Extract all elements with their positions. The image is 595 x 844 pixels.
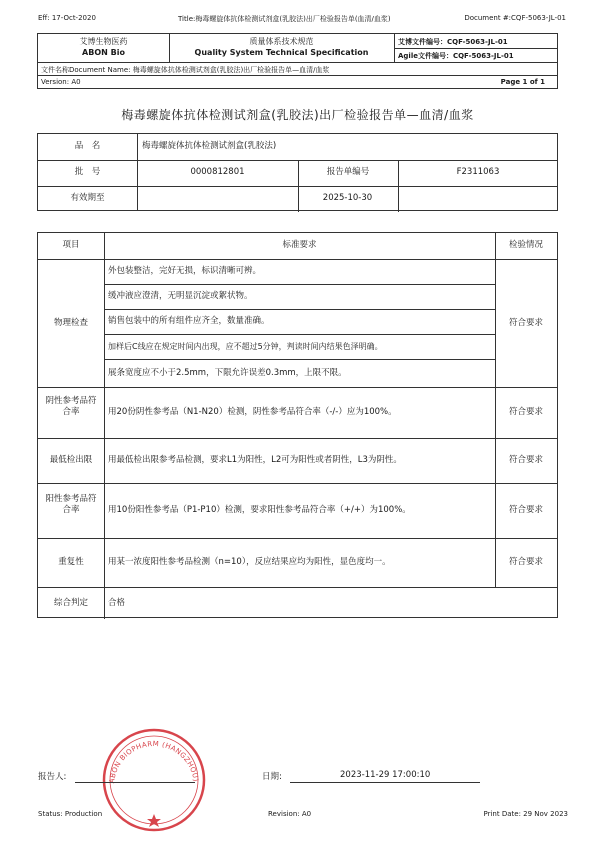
expiry-value: 2025-10-30 — [322, 193, 373, 203]
physical-result: 符合要求 — [508, 318, 543, 328]
date-underline — [290, 782, 480, 783]
negative-ref-standard: 用20份阴性参考品（N1-N20）检测，阴性参考品符合率（-/-）应为100%。 — [108, 407, 397, 417]
abon-doc-number: 艾博文件编号：CQF-5063-JL-01 — [398, 38, 508, 46]
column-header-item: 项目 — [62, 240, 80, 250]
physical-line: 销售包装中的所有组件应齐全，数量准确。 — [108, 316, 270, 326]
physical-line: 展条宽度应不小于2.5mm，下限允许误差0.3mm，上限不限。 — [108, 368, 347, 378]
physical-line: 缓冲液应澄清，无明显沉淀或絮状物。 — [108, 291, 253, 301]
conclusion-label: 综合判定 — [53, 598, 88, 608]
doc-title-line: Title:梅毒螺旋体抗体检测试剂盒(乳胶法)出厂检验报告单(血清/血浆) — [178, 15, 391, 23]
negative-ref-result: 符合要求 — [508, 407, 543, 417]
company-name-cn: 艾博生物医药 — [79, 37, 128, 46]
inspection-items-table — [37, 232, 558, 618]
positive-ref-result: 符合要求 — [508, 505, 543, 515]
stamp-seal-icon — [92, 720, 222, 840]
document-name: 文件名称Document Name: 梅毒螺旋体抗体检测试剂盒(乳胶法)出厂检验报告单—血清/血浆 — [41, 66, 330, 74]
repeatability-result: 符合要求 — [508, 557, 543, 567]
agile-doc-number: Agile文件编号：CQF-5063-JL-01 — [398, 52, 514, 60]
system-title-en: Quality System Technical Specification — [194, 48, 369, 57]
positive-ref-standard: 用10份阳性参考品（P1-P10）检测，要求阳性参考品符合率（+/+）为100%。 — [108, 505, 411, 515]
company-name-en: ABON Bio — [82, 48, 125, 57]
conclusion-value: 合格 — [108, 598, 126, 608]
lod-result: 符合要求 — [508, 455, 543, 465]
stamp-text: ABON BIOPHARM (HANGZHOU) — [108, 739, 200, 784]
column-header-result: 检验情况 — [508, 240, 543, 250]
repeatability-standard: 用某一浓度阳性参考品检测（n=10），反应结果应均为阳性，显色度均一。 — [108, 557, 391, 567]
physical-check-label: 物理检查 — [53, 318, 88, 328]
expiry-label: 有效期至 — [70, 193, 105, 203]
lod-label: 最低检出限 — [49, 455, 93, 465]
document-number: Document #:CQF-5063-JL-01 — [464, 14, 566, 22]
top-line — [38, 14, 566, 26]
positive-ref-label: 阳性参考品符合率 — [45, 494, 97, 515]
lod-standard: 用最低检出限参考品检测，要求L1为阳性，L2可为阳性或者阴性，L3为阴性。 — [108, 455, 402, 465]
batch-label: 批 号 — [74, 167, 101, 177]
system-title-cn: 质量体系技术规范 — [249, 37, 314, 46]
footer-status: Status: Production — [38, 810, 103, 818]
name-value: 梅毒螺旋体抗体检测试剂盒(乳胶法) — [142, 141, 277, 151]
reporter-label: 报告人: — [38, 772, 67, 782]
company-seal-stamp — [92, 720, 222, 840]
name-label: 品 名 — [74, 141, 101, 151]
date-label: 日期: — [262, 772, 282, 782]
repeatability-label: 重复性 — [58, 557, 84, 567]
date-value: 2023-11-29 17:00:10 — [340, 770, 431, 780]
report-number-value: F2311063 — [456, 167, 500, 177]
effective-date: Eff: 17-Oct-2020 — [38, 14, 96, 22]
physical-line: 外包装整洁，完好无损，标识清晰可辨。 — [108, 266, 262, 276]
product-info-table — [37, 133, 558, 211]
version: Version: A0 — [41, 78, 81, 86]
page-indicator: Page 1 of 1 — [500, 78, 545, 86]
page-footer — [38, 810, 568, 822]
batch-value: 0000812801 — [190, 167, 245, 177]
column-header-standard: 标准要求 — [282, 240, 317, 250]
physical-line: 加样后C线应在规定时间内出现，应不超过5分钟，判读时间内结果色泽明确。 — [108, 342, 383, 351]
document-header — [37, 33, 558, 89]
reporter-signature-line — [75, 782, 195, 783]
footer-revision: Revision: A0 — [268, 810, 312, 818]
footer-print-date: Print Date: 29 Nov 2023 — [483, 810, 568, 818]
page-title: 梅毒螺旋体抗体检测试剂盒(乳胶法)出厂检验报告单—血清/血浆 — [121, 108, 474, 122]
report-number-label: 报告单编号 — [326, 167, 370, 177]
negative-ref-label: 阴性参考品符合率 — [45, 396, 97, 417]
